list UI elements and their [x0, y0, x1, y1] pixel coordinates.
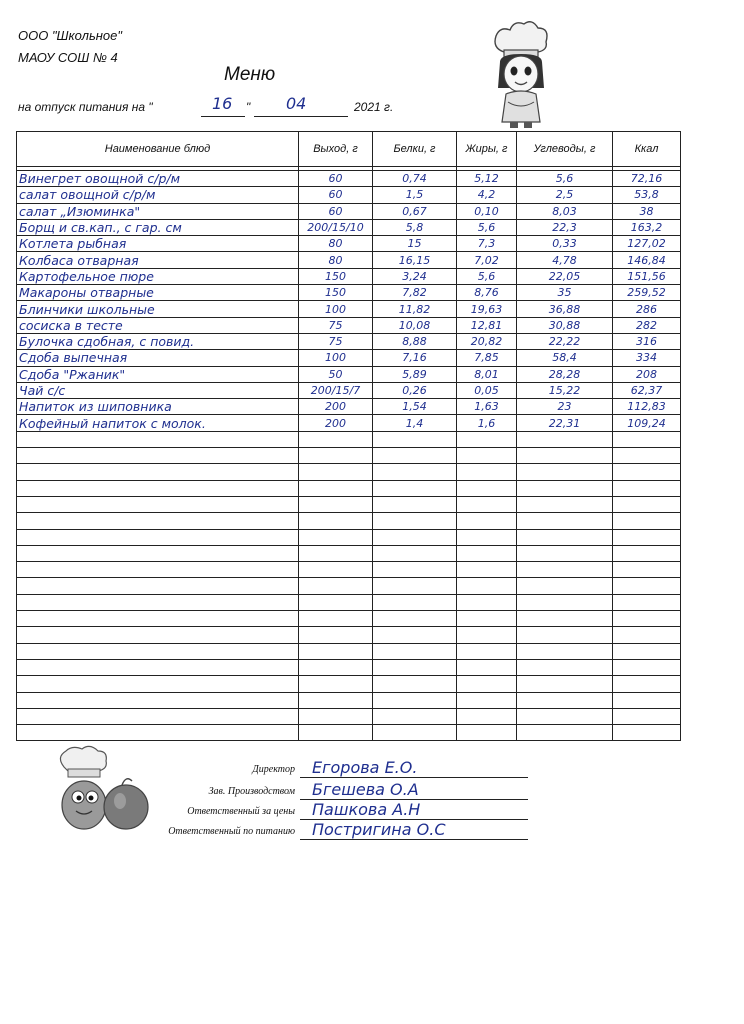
cell-kcal: 109,24: [613, 415, 681, 431]
empty-cell: [17, 594, 299, 610]
subtitle-line: [18, 94, 438, 120]
empty-cell: [17, 692, 299, 708]
cell-protein: 16,15: [373, 252, 457, 268]
cell-fat: 1,6: [457, 415, 517, 431]
cell-name: Блинчики школьные: [17, 301, 299, 317]
signature-line: [300, 777, 528, 778]
cell-yield: 60: [299, 203, 373, 219]
empty-cell: [517, 611, 613, 627]
empty-cell: [613, 627, 681, 643]
empty-cell: [17, 431, 299, 447]
empty-cell: [517, 643, 613, 659]
empty-cell: [17, 545, 299, 561]
col-header-kcal: Ккал: [613, 132, 681, 167]
org-line-2: МАОУ СОШ № 4: [18, 50, 118, 65]
cell-name: Колбаса отварная: [17, 252, 299, 268]
empty-cell: [373, 448, 457, 464]
cell-fat: 19,63: [457, 301, 517, 317]
empty-cell: [299, 529, 373, 545]
cell-protein: 0,67: [373, 203, 457, 219]
cell-kcal: 163,2: [613, 219, 681, 235]
empty-cell: [373, 708, 457, 724]
empty-cell: [299, 627, 373, 643]
empty-cell: [517, 448, 613, 464]
cell-carbs: 36,88: [517, 301, 613, 317]
empty-cell: [299, 496, 373, 512]
empty-cell: [613, 448, 681, 464]
empty-cell: [517, 725, 613, 741]
empty-cell: [517, 496, 613, 512]
empty-cell: [299, 513, 373, 529]
empty-cell: [457, 480, 517, 496]
empty-cell: [517, 594, 613, 610]
empty-cell: [613, 659, 681, 675]
cell-kcal: 208: [613, 366, 681, 382]
cell-protein: 1,4: [373, 415, 457, 431]
cell-carbs: 22,05: [517, 268, 613, 284]
cell-carbs: 28,28: [517, 366, 613, 382]
cell-protein: 0,26: [373, 382, 457, 398]
org-line-1: ООО "Школьное": [18, 28, 123, 43]
empty-cell: [517, 659, 613, 675]
cell-protein: 5,8: [373, 219, 457, 235]
cell-carbs: 58,4: [517, 350, 613, 366]
cell-yield: 100: [299, 350, 373, 366]
cell-name: салат овощной с/р/м: [17, 187, 299, 203]
cell-fat: 7,02: [457, 252, 517, 268]
empty-cell: [457, 562, 517, 578]
table-row: [17, 219, 681, 235]
empty-cell: [457, 676, 517, 692]
signature-line: [300, 839, 528, 840]
signature-text: Пашкова А.Н: [312, 800, 421, 819]
cell-yield: 80: [299, 252, 373, 268]
empty-cell: [17, 676, 299, 692]
empty-cell: [373, 611, 457, 627]
cell-protein: 8,88: [373, 333, 457, 349]
table-row: [17, 366, 681, 382]
cell-fat: 5,12: [457, 171, 517, 187]
signature-row: [140, 782, 540, 802]
month-underline: [254, 116, 348, 117]
cell-fat: 7,3: [457, 236, 517, 252]
empty-cell: [457, 529, 517, 545]
empty-cell: [457, 578, 517, 594]
cell-fat: 8,01: [457, 366, 517, 382]
empty-cell: [373, 676, 457, 692]
empty-cell: [299, 448, 373, 464]
empty-cell: [17, 708, 299, 724]
cell-yield: 100: [299, 301, 373, 317]
empty-cell: [613, 562, 681, 578]
signature-row: [140, 802, 540, 822]
cell-kcal: 127,02: [613, 236, 681, 252]
empty-cell: [613, 496, 681, 512]
table-row-empty: [17, 431, 681, 447]
table-row: [17, 236, 681, 252]
empty-cell: [299, 643, 373, 659]
empty-cell: [373, 496, 457, 512]
table-row: [17, 171, 681, 187]
cell-yield: 60: [299, 187, 373, 203]
cell-yield: 200/15/7: [299, 382, 373, 398]
empty-cell: [457, 448, 517, 464]
cell-carbs: 15,22: [517, 382, 613, 398]
year-suffix: 2021 г.: [354, 100, 394, 114]
empty-cell: [613, 643, 681, 659]
table-row: [17, 285, 681, 301]
cell-fat: 12,81: [457, 317, 517, 333]
cell-yield: 200/15/10: [299, 219, 373, 235]
empty-cell: [457, 431, 517, 447]
cell-name: Винегрет овощной с/р/м: [17, 171, 299, 187]
table-row: [17, 301, 681, 317]
empty-cell: [613, 513, 681, 529]
date-quote: ": [246, 100, 251, 114]
cell-carbs: 30,88: [517, 317, 613, 333]
chef-girl-icon: [486, 18, 556, 130]
empty-cell: [17, 480, 299, 496]
col-header-protein: Белки, г: [373, 132, 457, 167]
empty-cell: [373, 578, 457, 594]
signature-role: Директор: [252, 764, 295, 775]
col-header-yield: Выход, г: [299, 132, 373, 167]
empty-cell: [613, 480, 681, 496]
cell-protein: 5,89: [373, 366, 457, 382]
cell-name: Макароны отварные: [17, 285, 299, 301]
empty-cell: [373, 562, 457, 578]
cell-yield: 75: [299, 333, 373, 349]
chef-vegetables-icon: [56, 745, 152, 837]
cell-kcal: 334: [613, 350, 681, 366]
cell-carbs: 22,31: [517, 415, 613, 431]
cell-carbs: 23: [517, 399, 613, 415]
cell-kcal: 151,56: [613, 268, 681, 284]
table-row: [17, 415, 681, 431]
col-header-carbs: Углеводы, г: [517, 132, 613, 167]
cell-kcal: 146,84: [613, 252, 681, 268]
menu-body: [17, 167, 681, 741]
cell-name: Борщ и св.кап., с гар. см: [17, 219, 299, 235]
cell-fat: 8,76: [457, 285, 517, 301]
signature-role: Зав. Производством: [208, 786, 295, 797]
empty-cell: [517, 676, 613, 692]
table-row-empty: [17, 496, 681, 512]
empty-cell: [373, 659, 457, 675]
empty-cell: [17, 513, 299, 529]
cell-name: Кофейный напиток с молок.: [17, 415, 299, 431]
cell-kcal: 38: [613, 203, 681, 219]
col-header-fat: Жиры, г: [457, 132, 517, 167]
date-month: 04: [286, 94, 307, 113]
cell-name: Сдоба выпечная: [17, 350, 299, 366]
empty-cell: [299, 578, 373, 594]
empty-cell: [373, 643, 457, 659]
empty-cell: [457, 692, 517, 708]
cell-protein: 3,24: [373, 268, 457, 284]
table-row-empty: [17, 578, 681, 594]
empty-cell: [457, 725, 517, 741]
empty-cell: [299, 464, 373, 480]
empty-cell: [373, 545, 457, 561]
empty-cell: [373, 513, 457, 529]
cell-yield: 75: [299, 317, 373, 333]
empty-cell: [613, 594, 681, 610]
empty-cell: [613, 676, 681, 692]
table-row: [17, 187, 681, 203]
empty-cell: [373, 627, 457, 643]
empty-cell: [613, 611, 681, 627]
cell-name: Сдоба "Ржаник": [17, 366, 299, 382]
cell-yield: 200: [299, 415, 373, 431]
empty-cell: [457, 545, 517, 561]
empty-cell: [299, 431, 373, 447]
cell-yield: 50: [299, 366, 373, 382]
empty-cell: [17, 611, 299, 627]
col-header-name: Наименование блюд: [17, 132, 299, 167]
empty-cell: [17, 562, 299, 578]
signature-row: [140, 822, 540, 842]
empty-cell: [517, 529, 613, 545]
table-row-empty: [17, 676, 681, 692]
cell-kcal: 62,37: [613, 382, 681, 398]
empty-cell: [17, 496, 299, 512]
cell-kcal: 72,16: [613, 171, 681, 187]
empty-cell: [613, 545, 681, 561]
table-row-empty: [17, 448, 681, 464]
cell-kcal: 112,83: [613, 399, 681, 415]
table-row: [17, 268, 681, 284]
empty-cell: [299, 708, 373, 724]
table-row-empty: [17, 643, 681, 659]
table-row-empty: [17, 480, 681, 496]
table-row: [17, 350, 681, 366]
cell-protein: 15: [373, 236, 457, 252]
cell-protein: 10,08: [373, 317, 457, 333]
empty-cell: [613, 725, 681, 741]
empty-cell: [613, 578, 681, 594]
cell-protein: 1,54: [373, 399, 457, 415]
empty-cell: [457, 643, 517, 659]
cell-fat: 0,10: [457, 203, 517, 219]
empty-cell: [457, 627, 517, 643]
empty-cell: [299, 480, 373, 496]
cell-protein: 7,16: [373, 350, 457, 366]
cell-carbs: 0,33: [517, 236, 613, 252]
cell-name: Чай с/с: [17, 382, 299, 398]
day-underline: [201, 116, 245, 117]
cell-kcal: 282: [613, 317, 681, 333]
table-row-empty: [17, 545, 681, 561]
cell-protein: 1,5: [373, 187, 457, 203]
empty-cell: [373, 464, 457, 480]
signature-role: Ответственный за цены: [187, 806, 295, 817]
cell-name: сосиска в тесте: [17, 317, 299, 333]
table-row-empty: [17, 611, 681, 627]
table-row-empty: [17, 692, 681, 708]
empty-cell: [457, 708, 517, 724]
cell-name: Картофельное пюре: [17, 268, 299, 284]
signature-text: Постригина О.С: [312, 820, 446, 839]
empty-cell: [299, 725, 373, 741]
empty-cell: [17, 725, 299, 741]
table-row: [17, 203, 681, 219]
empty-cell: [373, 480, 457, 496]
empty-cell: [373, 692, 457, 708]
empty-cell: [299, 545, 373, 561]
cell-fat: 7,85: [457, 350, 517, 366]
cell-protein: 0,74: [373, 171, 457, 187]
cell-carbs: 22,3: [517, 219, 613, 235]
empty-cell: [517, 480, 613, 496]
empty-cell: [373, 594, 457, 610]
empty-cell: [613, 708, 681, 724]
table-row-empty: [17, 594, 681, 610]
table-row-empty: [17, 708, 681, 724]
empty-cell: [17, 659, 299, 675]
empty-cell: [299, 659, 373, 675]
signature-row: [140, 760, 540, 780]
page-title: Меню: [224, 64, 276, 85]
cell-carbs: 2,5: [517, 187, 613, 203]
empty-cell: [457, 611, 517, 627]
signature-role: Ответственный по питанию: [168, 826, 295, 837]
empty-cell: [613, 692, 681, 708]
cell-fat: 1,63: [457, 399, 517, 415]
cell-yield: 150: [299, 268, 373, 284]
empty-cell: [613, 529, 681, 545]
table-row: [17, 399, 681, 415]
signature-text: Бгешева О.А: [312, 780, 419, 799]
empty-cell: [17, 627, 299, 643]
table-row-empty: [17, 464, 681, 480]
cell-carbs: 4,78: [517, 252, 613, 268]
empty-cell: [457, 496, 517, 512]
date-day: 16: [212, 94, 233, 113]
empty-cell: [17, 578, 299, 594]
cell-yield: 60: [299, 171, 373, 187]
empty-cell: [517, 562, 613, 578]
empty-cell: [613, 464, 681, 480]
empty-cell: [373, 725, 457, 741]
empty-cell: [517, 513, 613, 529]
cell-name: Булочка сдобная, с повид.: [17, 333, 299, 349]
table-row-empty: [17, 725, 681, 741]
empty-cell: [517, 545, 613, 561]
table-header-row: [17, 132, 681, 167]
cell-yield: 80: [299, 236, 373, 252]
empty-cell: [517, 627, 613, 643]
cell-name: Котлета рыбная: [17, 236, 299, 252]
cell-protein: 11,82: [373, 301, 457, 317]
empty-cell: [457, 513, 517, 529]
cell-carbs: 22,22: [517, 333, 613, 349]
cell-carbs: 35: [517, 285, 613, 301]
empty-cell: [373, 529, 457, 545]
cell-carbs: 8,03: [517, 203, 613, 219]
cell-fat: 5,6: [457, 219, 517, 235]
empty-cell: [299, 676, 373, 692]
table-row: [17, 252, 681, 268]
table-row-empty: [17, 627, 681, 643]
empty-cell: [17, 448, 299, 464]
table-row-empty: [17, 529, 681, 545]
empty-cell: [517, 708, 613, 724]
cell-yield: 150: [299, 285, 373, 301]
empty-cell: [517, 431, 613, 447]
menu-table: [16, 131, 681, 741]
subtitle-prefix: на отпуск питания на ": [18, 100, 153, 114]
empty-cell: [299, 594, 373, 610]
empty-cell: [517, 464, 613, 480]
empty-cell: [457, 659, 517, 675]
cell-fat: 4,2: [457, 187, 517, 203]
cell-fat: 20,82: [457, 333, 517, 349]
empty-cell: [299, 692, 373, 708]
table-row-empty: [17, 562, 681, 578]
empty-cell: [613, 431, 681, 447]
cell-kcal: 316: [613, 333, 681, 349]
empty-cell: [457, 464, 517, 480]
cell-carbs: 5,6: [517, 171, 613, 187]
cell-yield: 200: [299, 399, 373, 415]
cell-kcal: 286: [613, 301, 681, 317]
empty-cell: [17, 464, 299, 480]
signature-text: Егорова Е.О.: [312, 758, 418, 777]
empty-cell: [517, 578, 613, 594]
empty-cell: [457, 594, 517, 610]
cell-name: салат „Изюминка": [17, 203, 299, 219]
empty-cell: [299, 611, 373, 627]
empty-cell: [17, 643, 299, 659]
table-row: [17, 382, 681, 398]
table-row-empty: [17, 513, 681, 529]
cell-name: Напиток из шиповника: [17, 399, 299, 415]
table-row: [17, 333, 681, 349]
cell-protein: 7,82: [373, 285, 457, 301]
table-row-empty: [17, 659, 681, 675]
empty-cell: [517, 692, 613, 708]
empty-cell: [299, 562, 373, 578]
cell-kcal: 259,52: [613, 285, 681, 301]
cell-fat: 0,05: [457, 382, 517, 398]
empty-cell: [17, 529, 299, 545]
table-row: [17, 317, 681, 333]
cell-kcal: 53,8: [613, 187, 681, 203]
empty-cell: [373, 431, 457, 447]
cell-fat: 5,6: [457, 268, 517, 284]
